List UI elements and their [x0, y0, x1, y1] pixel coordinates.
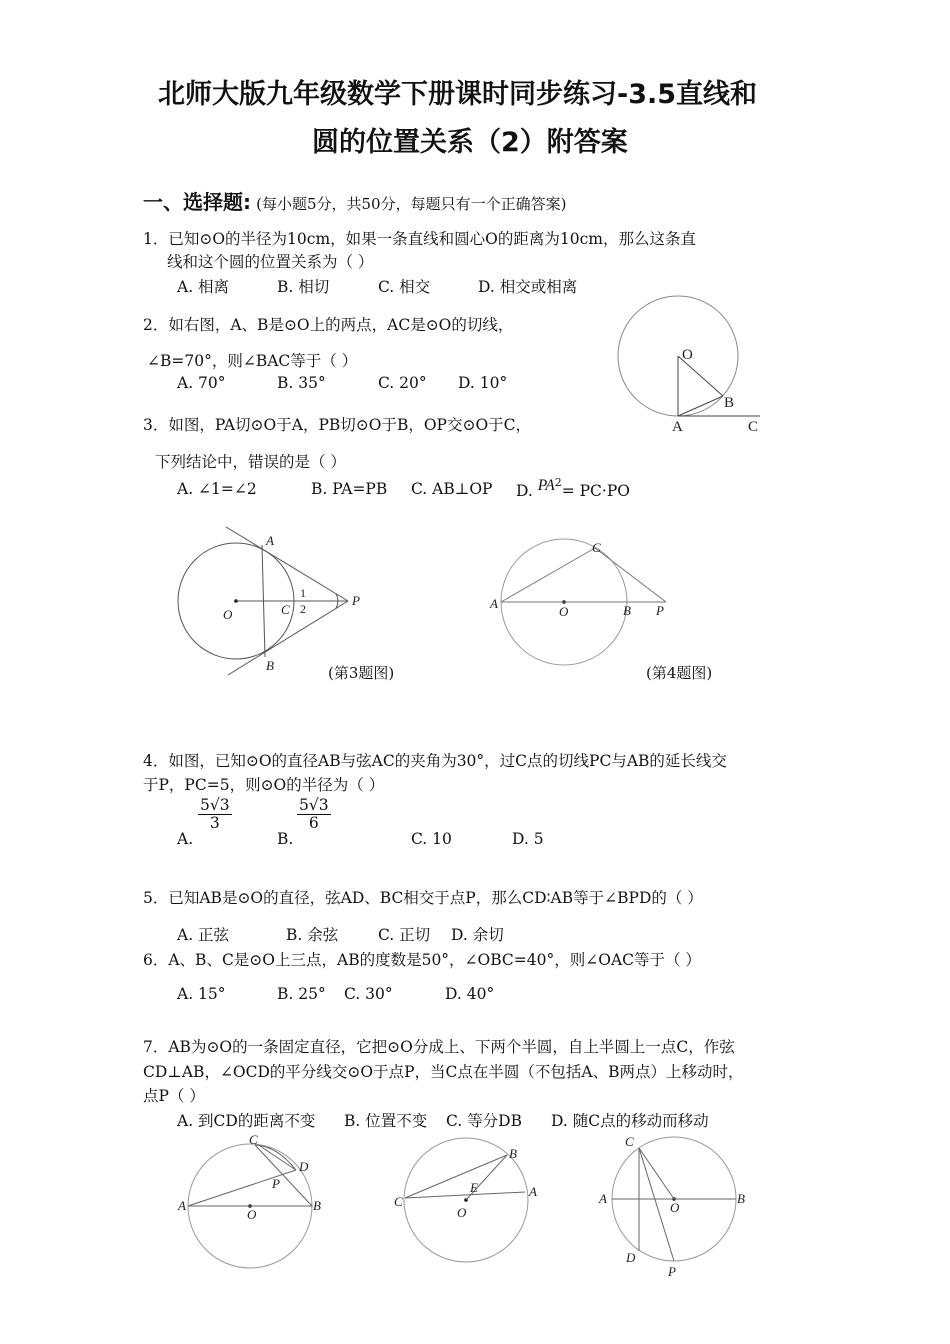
q2-label-a: A — [672, 419, 683, 435]
q7c-label-b: B — [737, 1191, 745, 1206]
q3-label-angle1: 1 — [300, 586, 306, 600]
q7-option-b: B. 位置不变 — [344, 1112, 428, 1130]
q7a-label-b: B — [313, 1198, 321, 1213]
q4-label-b: B — [623, 603, 631, 618]
q5-option-c: C. 正切 — [378, 926, 431, 944]
q1-line1: 1．已知⊙O的半径为10cm，如果一条直线和圆心O的距离为10cm，那么这条直 — [143, 230, 696, 248]
q7-figure-c — [595, 1132, 755, 1282]
q5-option-d: D. 余切 — [451, 926, 504, 944]
q4-option-d: D. 5 — [512, 830, 544, 848]
q3-option-d-label: D. — [516, 482, 533, 501]
q7-option-a: A. 到CD的距离不变 — [177, 1112, 316, 1130]
q2-option-a: A. 70° — [177, 374, 226, 392]
q7a-label-p: P — [272, 1176, 280, 1191]
q7c-label-c: C — [625, 1134, 634, 1149]
q3-option-b: B. PA=PB — [311, 480, 388, 498]
q4-label-o: O — [559, 604, 569, 619]
page-title-line2: 圆的位置关系（2）附答案 — [312, 127, 628, 158]
q7-line2: CD⊥AB，∠OCD的平分线交⊙O于点P，当C点在半圆（不包括A、B两点）上移动时， — [143, 1063, 744, 1081]
q4-option-c: C. 10 — [411, 830, 452, 848]
q3-label-p: P — [352, 593, 360, 608]
q7c-label-p: P — [668, 1264, 676, 1279]
q7b-chord-ca — [405, 1192, 525, 1198]
q3-label-c: C — [281, 602, 290, 617]
q4-option-b-frac — [297, 797, 331, 832]
q7-option-c: C. 等分DB — [446, 1112, 522, 1130]
q4-option-b-label: B. — [277, 830, 294, 848]
q7-figure-b — [390, 1138, 550, 1273]
q7b-label-o: O — [457, 1205, 467, 1220]
q4-line2: 于P，PC=5，则⊙O的半径为（ ） — [143, 776, 385, 794]
q2-label-o: O — [682, 347, 693, 363]
q7a-label-d: D — [299, 1159, 309, 1174]
q2-label-b: B — [724, 395, 735, 411]
q7a-label-o: O — [247, 1207, 257, 1222]
q3-label-a: A — [266, 533, 274, 548]
q7c-label-o: O — [670, 1200, 680, 1215]
q2-figure — [610, 310, 780, 440]
q3-label-b: B — [266, 658, 274, 673]
q3-option-a: A. ∠1=∠2 — [177, 480, 257, 498]
q7c-bisector-cp — [639, 1148, 674, 1261]
q7b-label-e: E — [470, 1180, 478, 1195]
q3-option-d-rest: = PC·PO — [561, 482, 630, 501]
q7a-chord-cd — [260, 1146, 296, 1170]
q4-tangent-pc — [595, 548, 666, 602]
q3-line1: 3．如图，PA切⊙O于A，PB切⊙O于B，OP交⊙O于C， — [143, 416, 532, 434]
q1-option-c: C. 相交 — [378, 278, 431, 296]
q7a-label-c: C — [249, 1132, 258, 1147]
section-note: (每小题5分，共50分，每题只有一个正确答案) — [256, 195, 567, 213]
q7a-label-a: A — [178, 1198, 186, 1213]
q7b-chord-cb — [405, 1155, 507, 1198]
q1-line2: 线和这个圆的位置关系为（ ） — [167, 253, 374, 271]
page-title-line1: 北师大版九年级数学下册课时同步练习-3.5直线和 — [158, 79, 758, 110]
q4-option-a-den: 3 — [209, 814, 220, 833]
section-heading-row — [143, 186, 566, 215]
q4-label-a: A — [490, 596, 498, 611]
q7b-label-c: C — [394, 1194, 403, 1209]
q7c-label-d: D — [626, 1250, 636, 1265]
q4-figure-caption: (第4题图) — [646, 664, 713, 682]
q3-label-angle2: 2 — [300, 602, 306, 616]
q7-option-d: D. 随C点的移动而移动 — [551, 1112, 709, 1130]
q4-option-b-num: 5√3 — [299, 796, 329, 814]
q2-line2: ∠B=70°，则∠BAC等于（ ） — [147, 352, 358, 370]
q3-label-o: O — [223, 607, 233, 622]
q7b-label-a: A — [529, 1184, 537, 1199]
q4-label-p: P — [656, 603, 664, 618]
q3-line2: 下列结论中，错误的是（ ） — [155, 453, 346, 471]
q1-option-d: D. 相交或相离 — [478, 278, 578, 296]
q5-option-a: A. 正弦 — [177, 926, 230, 944]
q3-caption: (第3题图) — [328, 664, 395, 682]
q6-option-c: C. 30° — [344, 985, 393, 1003]
q7c-label-a: A — [599, 1191, 607, 1206]
q2-option-c: C. 20° — [378, 374, 427, 392]
q3-option-d-math: PA — [537, 477, 555, 495]
q2-label-c: C — [748, 419, 759, 435]
q4-figure — [485, 540, 685, 665]
q3-option-d — [516, 476, 630, 501]
q5-line1: 5．已知AB是⊙O的直径，弦AD、BC相交于点P，那么CD∶AB等于∠BPD的（ ） — [143, 889, 703, 907]
q4-option-a-frac — [198, 797, 232, 832]
q2-chord-ab — [678, 396, 723, 416]
q3-figure — [170, 525, 400, 680]
section-heading: 一、选择题: — [143, 190, 251, 214]
q4-label-c: C — [592, 540, 601, 555]
q1-option-b: B. 相切 — [277, 278, 330, 296]
q3-option-d-sup: 2 — [554, 476, 562, 489]
q4-chord-ac — [501, 548, 595, 602]
q3-tangent-pa — [226, 527, 348, 601]
q6-line1: 6．A、B、C是⊙O上三点，AB的度数是50°，∠OBC=40°，则∠OAC等于（ ） — [143, 951, 701, 969]
q7c-radius-oc — [639, 1148, 674, 1199]
q7b-label-b: B — [509, 1146, 517, 1161]
q4-option-a-label: A. — [177, 830, 194, 848]
q7-figure-a — [172, 1130, 332, 1270]
q7-line1: 7．AB为⊙O的一条固定直径，它把⊙O分成上、下两个半圆，自上半圆上一点C，作弦 — [143, 1038, 735, 1056]
q3-option-c: C. AB⊥OP — [411, 480, 493, 498]
q2-option-d: D. 10° — [458, 374, 508, 392]
q5-option-b: B. 余弦 — [286, 926, 339, 944]
q4-option-a-num: 5√3 — [200, 796, 230, 814]
q4-line1: 4．如图，已知⊙O的直径AB与弦AC的夹角为30°，过C点的切线PC与AB的延长线交 — [143, 752, 727, 770]
q4-option-b-den: 6 — [308, 814, 319, 833]
q7-line3: 点P（ ） — [143, 1087, 205, 1105]
q2-line1: 2．如右图，A、B是⊙O上的两点，AC是⊙O的切线， — [143, 316, 514, 334]
q1-option-a: A. 相离 — [177, 278, 230, 296]
q6-option-d: D. 40° — [445, 985, 495, 1003]
q6-option-a: A. 15° — [177, 985, 226, 1003]
q6-option-b: B. 25° — [277, 985, 326, 1003]
q2-option-b: B. 35° — [277, 374, 326, 392]
